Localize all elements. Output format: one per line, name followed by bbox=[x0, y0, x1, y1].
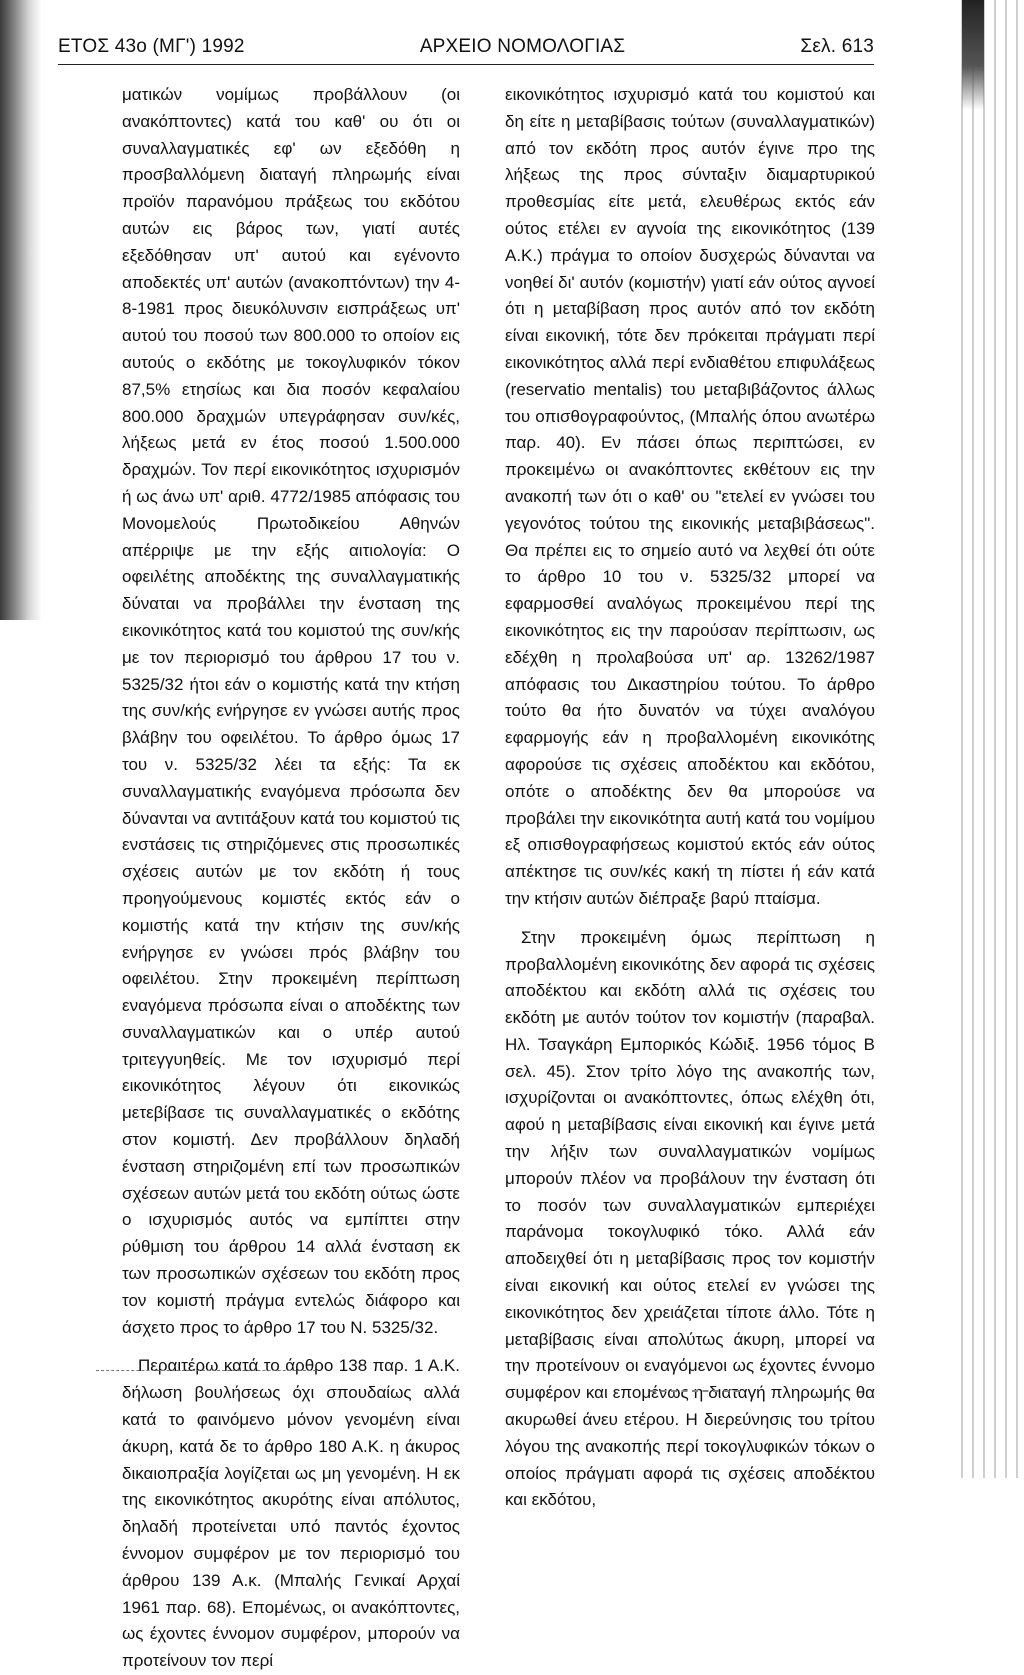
header-journal-title: ΑΡΧΕΙΟ ΝΟΜΟΛΟΓΙΑΣ bbox=[419, 36, 626, 57]
scan-binding-mark bbox=[962, 0, 984, 110]
right-column bbox=[505, 82, 875, 1514]
right-paragraph-2: Στην προκειμένη όμως περίπτωση η προβαλλομένη εικονικότης δεν αφορά τις σχέσεις αποδέκτου και εκδότη αλλά τις σχέσεις του εκδότη με αυτόν τούτον τον κομιστήν (παραβαλ. Ηλ. Τσαγκάρη Εμπορικός Κώδιξ. 1956 τόμος Β σελ. 45). Στον τρίτο λόγο της ανακοπής των, ισχυρίζονται οι ανακόπτοντες, όπως ελέχθη ότι, αφού η μεταβίβασις είναι εικονική και έγινε μετά την λήξιν των συναλλαγματικών νομίμως μπορούν πλέον να προβάλουν την ένσταση ότι το ποσόν των συναλλαγματικών εμπεριέχει παράνομα τοκογλυφικό τόκο. Αλλά εάν αποδειχθεί ότι η μεταβίβασις προς τον κομιστήν είναι εικονική και ούτος ετελεί εν γνώσει της εικονικότητος δεν χρειάζεται τίποτε άλλο. Τότε η μεταβίβασις είναι απολύτως άκυρη, μπορεί να την προτείνουν οι εναγόμενοι ως έχοντες έννομο συμφέρον και επομένως η διαταγή πληρωμής θα ακυρωθεί άνευ ετέρου. Η διερεύνησις του τρίτου λόγου της ανακοπής περί τοκογλυφικών τόκων ο οποίος πράγματι αφορά τις σχέσεις αποδέκτου και εκδότου, bbox=[505, 927, 875, 1510]
scan-artifact-line bbox=[96, 1370, 316, 1371]
scan-artifact-dash bbox=[650, 1390, 740, 1392]
scan-shadow-right bbox=[956, 0, 1024, 1478]
left-paragraph-1: ματικών νομίμως προβάλλουν (οι ανακόπτοντες) κατά του καθ' ου ότι οι συναλλαγματικές εφ' ων εξεδόθη η προσβαλλόμενη διαταγή πληρωμής είναι προϊόν παρανόμου πράξεως του εκδότου αυτών εις βάρος των, γιατί αυτές εξεδόθησαν υπ' αυτού και εγένοντο αποδεκτές υπ' αυτών (ανακοπτόντων) την 4-8-1981 προς διευκόλυνσιν εισπράξεως υπ' αυτού του ποσού των 800.000 το οποίον εις αυτούς ο εκδότης με τοκογλυφικόν τόκον 87,5% ετησίως και δια ποσόν κεφαλαίου 800.000 δραχμών υπεγράφησαν συν/κές, λήξεως μετά εν έτος ποσού 1.500.000 δραχμών. Τον περί εικονικότητος ισχυρισμόν ή ως άνω υπ' αριθ. 4772/1985 απόφασις του Μονομελούς Πρωτοδικείου Αθηνών απέρριψε με την εξής αιτιολογία: Ο οφειλέτης αποδέκτης της συναλλαγματικής δύναται να προβάλλει την ένσταση της εικονικότητος κατά του κομιστού της συν/κής με τον περιορισμό του άρθρου 17 του ν. 5325/32 ήτοι εάν ο κομιστής κατά την κτήση της συν/κής ενήργησε εν γνώσει αυτής προς βλάβην του οφειλέτου. Το άρθρο όμως 17 του ν. 5325/32 λέει τα εξής: Τα εκ συναλλαγματικής εναγόμενα πρόσωπα δεν δύνανται να αντιτάξουν κατά του κομιστού τις ενστάσεις τις στηριζόμενες στις προσωπικές σχέσεις αυτών με τον εκδότη ή τους προηγούμενους κομιστές εκτός εάν ο κομιστής κατά την κτήσιν της συν/κής ενήργησε εν γνώσει πρός βλάβην του οφειλέτου. Στην προκειμένη περίπτωση εναγόμενα πρόσωπα είναι ο αποδέκτης των συναλλαγματικών και ο υπέρ αυτού τριτεγγυηθείς. Με τον ισχυρισμό περί εικονικότητος λέγουν ότι εικονικώς μετεβίβασε τις συναλλαγματικές ο εκδότης στον κομιστή. Δεν προβάλλουν δηλαδή ένσταση στηριζομένη επί των προσωπικών σχέσεων αυτών μετά του εκδότη ούτως ώστε ο ισχυρισμός αυτός να εμπίπτει στην ρύθμιση του άρθρου 14 αλλά ένσταση εκ των προσωπικών σχέσεων του εκδότη προς τον κομιστή πράγμα εντελώς διάφορο και άσχετο προς το άρθρο 17 του Ν. 5325/32. bbox=[122, 85, 460, 1337]
left-column bbox=[122, 82, 460, 1675]
header-page-number: Σελ. 613 bbox=[800, 36, 874, 57]
right-paragraph-1: εικονικότητος ισχυρισμό κατά του κομιστού και δη είτε η μεταβίβασις τούτων (συναλλαγματικών) από τον εκδότη προς αυτόν έγινε προ της λήξεως της προς σύνταξιν διαμαρτυρικού προθεσμίας είτε μετά, ελευθέρως εκτός εάν ούτος ετέλει εν αγνοία της εικονικότητος (139 Α.Κ.) πράγμα το οποίον δυσχερώς δύνανται να νοηθεί δι' αυτόν (κομιστήν) γιατί εάν ούτος αγνοεί ότι η μεταβίβαση προς αυτόν από τον εκδότη είναι εικονική, τότε δεν πρόκειται πράγματι περί εικονικότητος αλλά περί ενδιαθέτου επιφυλάξεως (reservatio mentalis) του μεταβιβάζοντος άλλως του οπισθογραφούντος, (Μπαλής όπου ανωτέρω παρ. 40). Εν πάσει όπως περιπτώσει, εν προκειμένω οι ανακόπτοντες εκθέτουν εις την ανακοπή των ότι ο καθ' ου "ετελεί εν γνώσει του γεγονότος τούτου της εικονικής μεταβιβάσεως". Θα πρέπει εις το σημείο αυτό να λεχθεί ότι ούτε το άρθρο 10 του ν. 5325/32 μπορεί να εφαρμοσθεί αναλόγως προκειμένου περί της εικονικότητος εις την παρούσαν περίπτωσιν, ως εδέχθη η προλαβούσα υπ' αρ. 13262/1987 απόφασις του Δικαστηρίου τούτου. Το άρθρο τούτο θα ήτο δυνατόν να τύχει αναλόγου εφαρμογής εάν η προβαλλομένη εικονικότης αφορούσε τις σχέσεις αποδέκτου και εκδότου, οπότε ο αποδέκτης δεν θα μπορούσε να προβάλει την εικονικότητα αυτή κατά του νομίμου εξ οπισθογραφήσεως κομιστού εκτός εάν ούτος απέκτησε τις συν/κές κακή τη πίστει ή εάν κατά την κτήσιν αυτών διέπραξε βαρύ πταίσμα. bbox=[505, 85, 875, 908]
header-year: ΕΤΟΣ 43ο (ΜΓ') 1992 bbox=[58, 36, 245, 57]
scan-shadow-left bbox=[0, 0, 42, 620]
header-rule bbox=[58, 64, 874, 65]
left-paragraph-2: Περαιτέρω κατά το άρθρο 138 παρ. 1 Α.Κ. δήλωση βουλήσεως όχι σπουδαίως αλλά κατά το φαινόμενο μόνον γενομένη είναι άκυρη, κατά δε το άρθρο 180 Α.Κ. η άκυρος δικαιοπραξία λογίζεται ως μη γενομένη. Η εκ της εικονικότητος ακυρότης είναι απόλυτος, δηλαδή προτείνεται υπό παντός έχοντος έννομον συμφέρον με τον περιορισμό του άρθρου 139 Α.κ. (Μπαλής Γενικαί Αρχαί 1961 παρ. 68). Επομένως, οι ανακόπτοντες, ως έχοντες έννομον συμφέρον, μπορούν να προτείνουν τον περί bbox=[122, 1356, 460, 1671]
running-header bbox=[58, 34, 874, 60]
